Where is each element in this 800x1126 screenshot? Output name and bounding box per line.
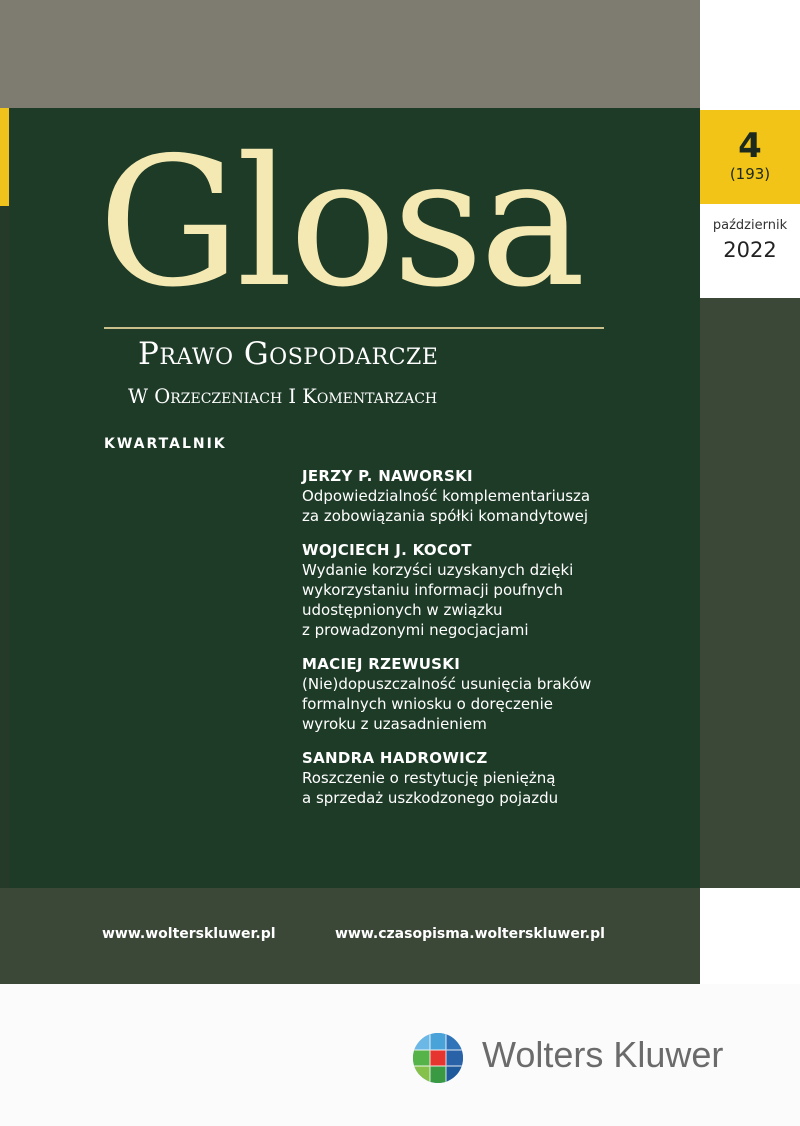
yellow-accent-tab [0, 108, 9, 206]
article-title-line: udostępnionych w związku [302, 601, 503, 619]
article-title-line: a sprzedaż uszkodzonego pojazdu [302, 789, 559, 807]
journal-subtitle-2 [128, 385, 598, 408]
issue-badge [700, 110, 800, 204]
article-item [302, 748, 692, 808]
article-title-line: Wydanie korzyści uzyskanych dzięki [302, 561, 574, 579]
article-title-line: (Nie)dopuszczalność usunięcia braków [302, 675, 592, 693]
article-author: JERZY P. NAWORSKI [302, 467, 473, 485]
article-title-line: formalnych wniosku o doręczenie [302, 695, 553, 713]
issue-number: 4 [738, 126, 762, 166]
publisher-url: www.wolterskluwer.pl [102, 926, 276, 942]
article-item [302, 540, 692, 640]
subtitle-2-text: W Orzeczeniach I Komentarzach [128, 385, 438, 408]
publisher-logo [412, 1030, 772, 1086]
subtitle-text: Prawo Gospodarcze [138, 336, 439, 372]
journal-title: Glosa [98, 119, 582, 326]
article-author: MACIEJ RZEWUSKI [302, 655, 461, 673]
title-divider [104, 327, 604, 329]
issue-total: (193) [729, 165, 771, 183]
top-band [0, 0, 700, 108]
article-title-line: wyroku z uzasadnieniem [302, 715, 487, 733]
periodicity-label: KWARTALNIK [104, 436, 227, 452]
journals-url: www.czasopisma.wolterskluwer.pl [335, 926, 605, 942]
article-title-line: Roszczenie o restytucję pieniężną [302, 769, 556, 787]
article-title-line: wykorzystaniu informacji poufnych [302, 581, 564, 599]
issue-month: październik [712, 218, 788, 233]
article-item [302, 654, 692, 734]
issue-year: 2022 [723, 238, 777, 262]
journal-subtitle [138, 336, 608, 372]
right-panel [700, 298, 800, 888]
article-author: WOJCIECH J. KOCOT [302, 541, 472, 559]
article-title-line: Odpowiedzialność komplementariusza [302, 487, 591, 505]
article-author: SANDRA HADROWICZ [302, 749, 488, 767]
wolters-kluwer-logo-icon [412, 1032, 464, 1084]
article-list [302, 466, 692, 822]
article-title-line: za zobowiązania spółki komandytowej [302, 507, 589, 525]
article-title-line: z prowadzonymi negocjacjami [302, 621, 529, 639]
publisher-name: Wolters Kluwer [482, 1034, 724, 1075]
article-item [302, 466, 692, 526]
left-stripe [0, 108, 10, 888]
